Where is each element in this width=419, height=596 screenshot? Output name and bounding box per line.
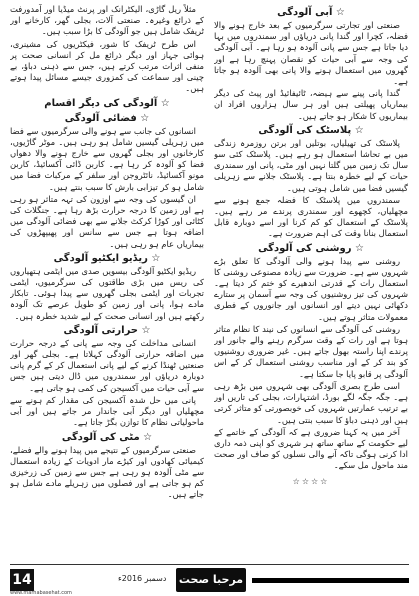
footer-rule <box>10 564 409 565</box>
magazine-logo <box>176 568 246 592</box>
section-heading: ☆ آلودگی کی دیگر اقسام <box>44 97 170 109</box>
paragraph: اسی طرح بصری آلودگی بھی شہروں میں بڑھ رہی ہے۔ جگہ جگہ لگے بورڈ، اشتہارات، بجلی کی تاریں اور بے ترتیب عمارتیں شہروں کی خوبصورتی کو متاثر کرتی ہیں اور ذہنی دباؤ کا سبب بنتی ہیں۔ <box>214 380 408 425</box>
section-heading: ☆ ریڈیو ایکٹیو آلودگی <box>53 252 161 264</box>
paragraph: گندا پانی پینے سے ہیضہ، ٹائیفائیڈ اور پیٹ کی دیگر بیماریاں پھیلتی ہیں اور ہر سال ہزاروں افراد ان بیماریوں کا شکار ہو جاتے ہیں۔ <box>214 88 408 121</box>
footer-bar <box>252 578 409 583</box>
section-heading: ☆ پلاسٹک کی آلودگی <box>258 124 364 136</box>
paragraph: انسانوں کی جانب سے ہونے والی سرگرمیوں سے فضا میں زہریلی گیسیں شامل ہو رہی ہیں۔ موٹر گاڑیوں، کارخانوں اور بجلی گھروں سے خارج ہونے والا دھواں فضا کو آلودہ کر رہا ہے۔ کاربن ڈائی آکسائیڈ، کاربن مونو آکسائیڈ، نائٹروجن اور سلفر کے مرکبات فضا میں شامل ہو کر تیزابی بارش کا سبب بنتے ہیں۔ <box>10 125 204 192</box>
paragraph: روشنی کی آلودگی سے انسانوں کی نیند کا نظام متاثر ہوتا ہے اور رات کے وقت سرگرم رہنے والے جانور اور پرندے اپنا راستہ بھول جاتے ہیں۔ غیر ضروری روشنیوں کو بند کر کے اور مناسب روشنی استعمال کر کے اس آلودگی پر قابو پایا جا سکتا ہے۔ <box>214 323 408 379</box>
article-page <box>10 4 409 560</box>
paragraph: سمندروں میں پلاسٹک کا فضلہ جمع ہونے سے مچھلیاں، کچھوے اور سمندری پرندے مر رہے ہیں۔ پلاسٹک کے استعمال کو کم کرنا اور اسے دوبارہ قابل استعمال بنانا وقت کی اہم ضرورت ہے۔ <box>214 194 408 239</box>
paragraph: روشنی سے پیدا ہونے والی آلودگی کا تعلق بڑے شہروں سے ہے۔ ضرورت سے زیادہ مصنوعی روشنی کا استعمال رات کے قدرتی اندھیرے کو ختم کر دیتا ہے۔ شہروں کی تیز روشنیوں کی وجہ سے آسمان پر ستارے دکھائی نہیں دیتے اور انسانوں اور جانوروں کے فطری معمولات متاثر ہوتے ہیں۔ <box>214 255 408 322</box>
paragraph: پانی میں حل شدہ آکسیجن کی مقدار کم ہونے سے مچھلیاں اور دیگر آبی جاندار مر جاتے ہیں اور آبی ماحولیاتی نظام کا توازن بگڑ جاتا ہے۔ <box>10 394 204 428</box>
end-stars: ☆☆☆☆ <box>292 476 330 486</box>
section-heading: ☆ مٹی کی آلودگی <box>61 431 153 443</box>
paragraph: صنعتی اور تجارتی سرگرمیوں کے بعد خارج ہونے والا فضلہ، کچرا اور گندا پانی دریاؤں اور سمندروں میں بہا دیا جاتا ہے جس سے پانی آلودہ ہو رہا ہے۔ آبی آلودگی کی وجہ سے آبی حیات کو نقصان پہنچ رہا ہے اور گھروں میں استعمال ہونے والا پانی بھی آلودہ ہو جاتا ہے۔ <box>214 20 408 87</box>
paragraph: آخر میں یہ کہنا ضروری ہے کہ آلودگی کے خاتمے کے لیے حکومت کے ساتھ ساتھ ہر شہری کو اپنی ذمہ داری ادا کرنی ہوگی تاکہ آنے والی نسلوں کو صاف اور صحت مند ماحول مل سکے۔ <box>214 426 408 471</box>
section-heading: ☆ حرارتی آلودگی <box>63 324 151 336</box>
section-heading: ☆ فضائی آلودگی <box>64 112 150 124</box>
paragraph: ان گیسوں کی وجہ سے اوزون کی تہہ متاثر ہو رہی ہے اور زمین کا درجہ حرارت بڑھ رہا ہے۔ جنگلات کی کٹائی اور کوڑا کرکٹ جلانے سے بھی فضائی آلودگی میں اضافہ ہوتا ہے جس سے سانس اور پھیپھڑوں کی بیماریاں عام ہو رہی ہیں۔ <box>10 193 204 249</box>
left-column <box>214 4 408 560</box>
issue-date: دسمبر 2016ء <box>118 574 167 583</box>
paragraph: مثلاً ریل گاڑی، الیکٹرانک اور پرنٹ میڈیا اور آمدورفت کے ذرائع وغیرہ۔ صنعتی آلات، بجلی گھر، کارخانے اور ٹریفک شامل ہیں جو آلودگی کا بڑا سبب ہیں۔ <box>10 4 204 37</box>
paragraph: اس طرح ٹریفک کا شور، فیکٹریوں کی مشینری، ہوائی جہاز اور دیگر ذرائع مل کر انسانی صحت پر منفی اثرات مرتب کرتے ہیں، جس سے ذہنی دباؤ، بے چینی اور سماعت کی کمزوری جیسے مسائل پیدا ہوتے ہیں۔ <box>10 38 204 94</box>
paragraph: صنعتی سرگرمیوں کے نتیجے میں پیدا ہونے والے فضلے، کیمیائی کھادوں اور کیڑے مار ادویات کے زیادہ استعمال سے مٹی آلودہ ہو رہی ہے جس سے زمین کی زرخیزی کم ہو جاتی ہے اور فصلوں میں زہریلے مادے شامل ہو جاتے ہیں۔ <box>10 444 204 500</box>
page-number: 14 <box>10 569 34 591</box>
magazine-name: مرحبا صحت <box>178 573 244 586</box>
section-heading: ☆ روشنی کی آلودگی <box>258 242 364 254</box>
right-column <box>10 4 204 560</box>
paragraph: انسانی مداخلت کی وجہ سے پانی کے درجہ حرارت میں اضافہ حرارتی آلودگی کہلاتا ہے۔ بجلی گھر اور صنعتیں ٹھنڈا کرنے کے لیے پانی استعمال کر کے گرم پانی دوبارہ دریاؤں اور سمندروں میں ڈال دیتی ہیں جس سے آبی حیات میں آکسیجن کی کمی ہو جاتی ہے۔ <box>10 337 204 393</box>
website-url: www.marhabasehat.com <box>10 590 72 596</box>
section-heading: ☆ آبی آلودگی <box>277 7 345 18</box>
page-footer <box>0 564 419 594</box>
paragraph: ریڈیو ایکٹیو آلودگی بیسویں صدی میں ایٹمی ہتھیاروں کی ریس میں بڑی طاقتوں کی سرگرمیوں، ایٹمی تجربات اور ایٹمی بجلی گھروں سے پیدا ہوئی۔ تابکار مادے ہوا، پانی اور زمین کو طویل عرصے تک آلودہ رکھتے ہیں اور انسانی صحت کے لیے شدید خطرہ ہیں۔ <box>10 265 204 321</box>
paragraph: پلاسٹک کی تھیلیاں، بوتلیں اور برتن روزمرہ زندگی میں بے تحاشا استعمال ہو رہے ہیں۔ پلاسٹک کئی سو سال تک زمین میں گلتا نہیں اور مٹی، پانی اور سمندری حیات کے لیے خطرہ بنتا ہے۔ پلاسٹک جلانے سے زہریلی گیسیں فضا میں شامل ہوتی ہیں۔ <box>214 137 408 193</box>
